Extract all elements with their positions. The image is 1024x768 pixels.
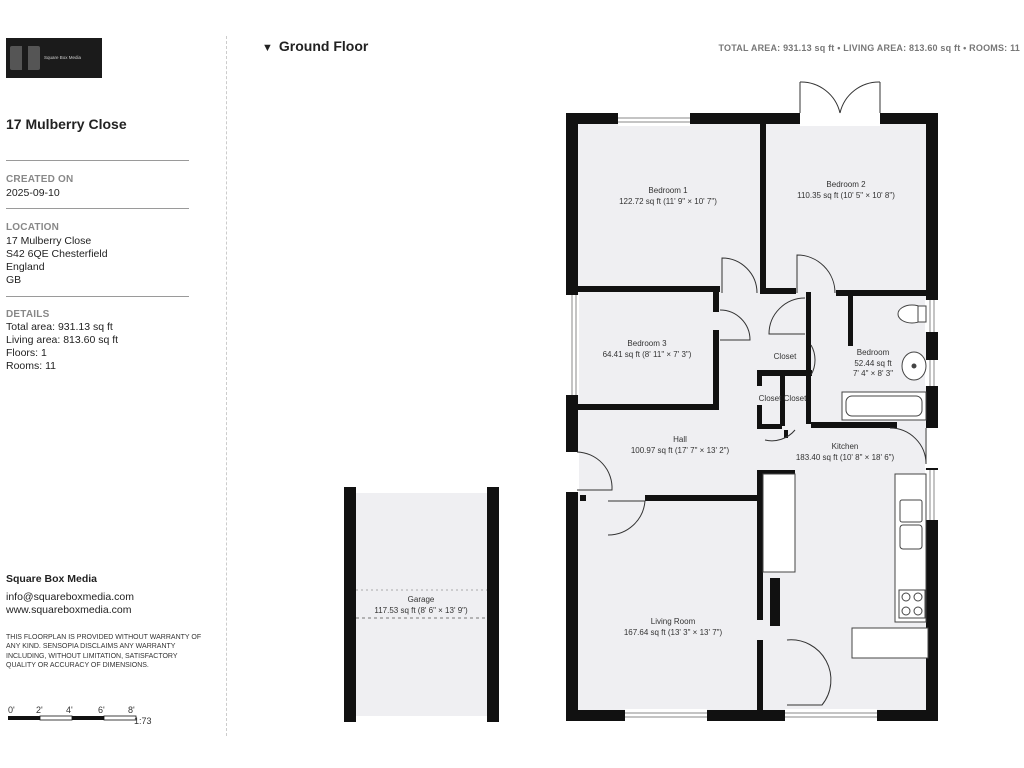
wall <box>645 495 757 501</box>
location-line: GB <box>6 274 22 286</box>
wall <box>757 405 762 425</box>
wall <box>757 376 762 386</box>
room-name: Kitchen <box>831 442 859 451</box>
scale-tick-label: 8' <box>128 705 135 715</box>
scale-tick-label: 6' <box>98 705 105 715</box>
created-label: CREATED ON <box>6 174 74 185</box>
room-name: Closet <box>773 352 797 361</box>
kitchen-sink-icon <box>900 500 922 522</box>
details-label: DETAILS <box>6 309 50 320</box>
wall <box>806 292 811 372</box>
company-name: Square Box Media <box>6 573 98 585</box>
room-area: 183.40 sq ft (10' 8" × 18' 6") <box>795 453 895 462</box>
wall <box>760 122 766 292</box>
wall <box>806 376 811 424</box>
room-area: 64.41 sq ft (8' 11" × 7' 3") <box>602 350 692 359</box>
wall <box>487 487 499 722</box>
location-label: LOCATION <box>6 222 60 233</box>
wall <box>566 113 578 721</box>
room-area: 110.35 sq ft (10' 5" × 10' 8") <box>797 191 895 200</box>
room-name: Closet <box>783 394 807 403</box>
room-name: Living Room <box>650 617 696 626</box>
wall <box>566 710 938 721</box>
wall <box>757 424 782 429</box>
room-area: 100.97 sq ft (17' 7" × 13' 2") <box>630 446 730 455</box>
room-name: Bedroom 1 <box>648 186 688 195</box>
room-name: Closet <box>758 394 782 403</box>
location-line: S42 6QE Chesterfield <box>6 248 108 260</box>
room-name: Bedroom <box>856 348 890 357</box>
details-line: Floors: 1 <box>6 347 47 359</box>
floor-name: Ground Floor <box>278 38 369 54</box>
disclaimer: THIS FLOORPLAN IS PROVIDED WITHOUT WARRANTY OF ANY KIND. SENSOPIA DISCLAIMS ANY WARRANTY INCLUDING, WITHOUT LIMITATION, SATISFACTORY QUALITY OR ACCURACY OF DIMENSIONS. <box>6 634 202 669</box>
wall <box>811 422 897 428</box>
scale-tick-label: 0' <box>8 705 15 715</box>
room-name: Bedroom 3 <box>627 339 667 348</box>
room-dims: 7' 4" × 8' 3" <box>852 369 894 378</box>
wall <box>757 470 763 620</box>
location-line: England <box>6 261 45 273</box>
wall <box>713 330 719 408</box>
wall <box>760 288 796 294</box>
details-line: Rooms: 11 <box>6 360 56 372</box>
scale-tick-label: 4' <box>66 705 73 715</box>
property-title: 17 Mulberry Close <box>6 116 127 132</box>
location-line: 17 Mulberry Close <box>6 235 92 247</box>
wall <box>848 292 853 346</box>
scale-tick-label: 2' <box>36 705 43 715</box>
room-name: Bedroom 2 <box>826 180 866 189</box>
wall <box>575 404 719 410</box>
floor-stats: TOTAL AREA: 931.13 sq ft • LIVING AREA: 813.60 sq ft • ROOMS: 11 <box>718 43 1020 53</box>
wall <box>757 640 763 710</box>
room-area: 167.64 sq ft (13' 3" × 13' 7") <box>623 628 723 637</box>
wall <box>713 292 719 312</box>
scale-ratio: 1:73 <box>134 716 152 726</box>
room-area: 122.72 sq ft (11' 9" × 10' 7") <box>619 197 717 206</box>
room-area: 52.44 sq ft <box>854 359 892 368</box>
room-name: Hall <box>673 435 687 444</box>
wall <box>757 370 812 376</box>
company-email[interactable]: info@squareboxmedia.com <box>6 591 134 603</box>
logo-text: Square Box Media <box>44 55 82 60</box>
triangle-down-icon[interactable]: ▼ <box>262 42 273 54</box>
details-line: Living area: 813.60 sq ft <box>6 334 119 346</box>
details-line: Total area: 931.13 sq ft <box>6 321 113 333</box>
room-area: 117.53 sq ft (8' 6" × 13' 9") <box>374 606 468 615</box>
wall <box>575 286 720 292</box>
created-value: 2025-09-10 <box>6 187 60 199</box>
company-website[interactable]: www.squareboxmedia.com <box>6 604 132 616</box>
wall <box>344 487 356 722</box>
room-name: Garage <box>407 595 435 604</box>
